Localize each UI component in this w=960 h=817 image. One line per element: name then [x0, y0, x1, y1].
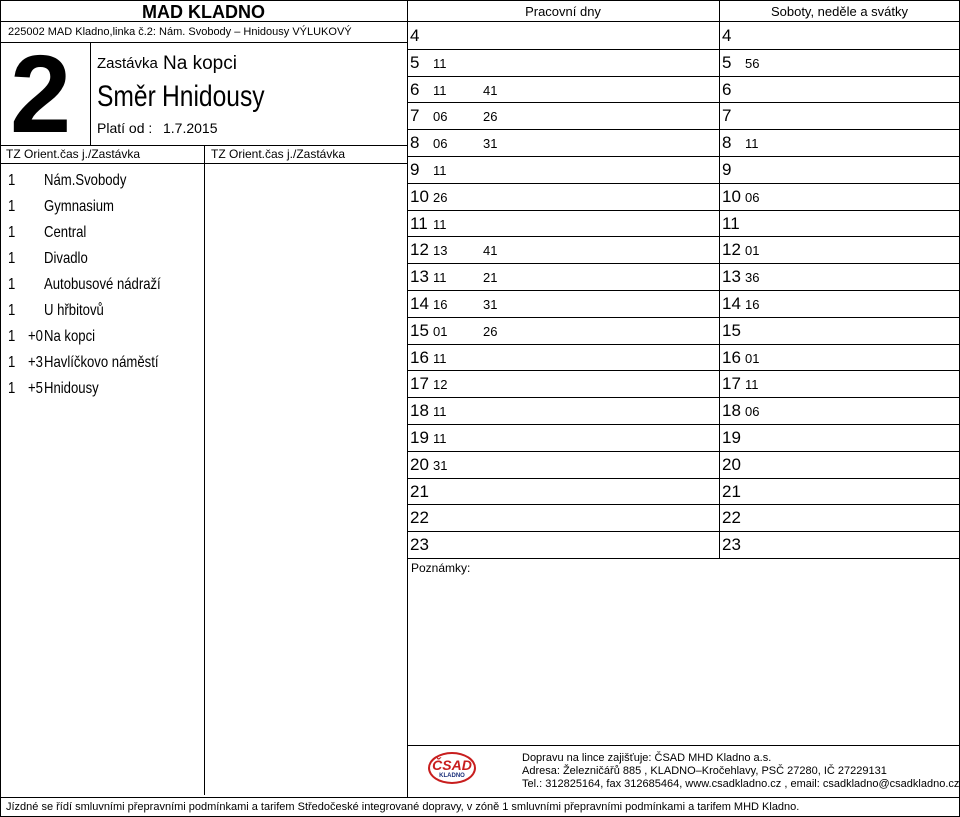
- weekday-departure-minute: 21: [483, 270, 498, 286]
- weekday-hour: 21: [410, 481, 429, 501]
- notes-label: Poznámky:: [411, 561, 471, 575]
- direction-name: Hnidousy: [162, 80, 265, 113]
- weekend-hour: 10: [722, 186, 741, 206]
- fare-conditions: Jízdné se řídí smluvními přepravními podmínkami a tarifem Středočeské integrované dopravy, v zóně 1 smluvními přepravními podmínkami a tarifem MHD Kladno.: [6, 801, 800, 813]
- weekend-departure-minute: 36: [745, 270, 760, 286]
- weekday-departure-minute: 13: [433, 243, 448, 259]
- weekday-hour: 20: [410, 454, 429, 474]
- weekday-departure-minute: 11: [433, 350, 447, 366]
- current-stop-name: Na kopci: [44, 328, 96, 345]
- stop-row: [0, 168, 204, 194]
- weekend-departure-minute: 01: [745, 350, 760, 366]
- weekday-departure-minute: 06: [433, 136, 448, 152]
- logo-sub: KLADNO: [439, 773, 465, 779]
- direction-label: Směr: [97, 80, 156, 113]
- weekend-header: [719, 0, 960, 22]
- weekday-departure-minute: 26: [483, 323, 498, 339]
- stop-row: [0, 376, 204, 402]
- weekday-departure-minute: 11: [433, 82, 447, 98]
- weekday-hour: 12: [410, 240, 429, 260]
- weekday-hour: 11: [410, 213, 428, 233]
- weekday-hour: 10: [410, 186, 429, 206]
- stop-name: Nám.Svobody: [44, 172, 127, 189]
- weekday-departure-minute: 06: [433, 109, 448, 125]
- weekday-departure-minute: 11: [433, 55, 447, 71]
- stop-zone: 1: [8, 354, 16, 371]
- stop-row: [0, 350, 204, 376]
- stops-column-header: TZ Orient.čas j./Zastávka: [6, 147, 141, 161]
- weekday-departure-minute: 11: [433, 431, 447, 446]
- weekend-hour: 8: [722, 133, 732, 153]
- weekday-hour: 14: [410, 294, 429, 313]
- weekend-hour: 21: [722, 481, 741, 501]
- weekday-departure-minute: 11: [433, 404, 447, 420]
- weekend-hour: 22: [722, 508, 741, 528]
- weekend-hour: 16: [722, 347, 741, 367]
- weekday-title: Pracovní dny: [525, 4, 601, 19]
- weekend-hour: 4: [722, 26, 732, 45]
- stop-name: Divadlo: [44, 250, 88, 267]
- stop-name: Hnidousy: [44, 380, 99, 397]
- weekend-departure-minute: 01: [745, 243, 760, 259]
- company-header: [0, 0, 407, 22]
- stop-offset: +3: [28, 354, 43, 371]
- weekday-hour: 17: [410, 374, 429, 394]
- weekday-hour: 9: [410, 160, 420, 179]
- operator-text: Dopravu na lince zajišťuje: ČSAD MHD Kladno a.s.: [522, 752, 772, 764]
- weekday-hour: 8: [410, 133, 420, 153]
- weekend-hour: 5: [722, 52, 732, 72]
- stop-offset: +5: [28, 380, 43, 397]
- weekend-departure-minute: 16: [745, 297, 760, 312]
- stop-zone: 1: [8, 224, 16, 241]
- route-number: 2: [10, 33, 68, 156]
- valid-label: Platí od :: [97, 120, 153, 136]
- weekend-hour: 15: [722, 320, 741, 340]
- weekend-departure-minute: 56: [745, 55, 760, 71]
- stop-zone: 1: [8, 198, 16, 215]
- weekend-departure-minute: 11: [745, 377, 759, 393]
- stop-label: Zastávka: [97, 55, 158, 72]
- weekday-hour: 19: [410, 428, 429, 447]
- stop-zone: 1: [8, 276, 16, 293]
- weekday-header: [407, 0, 719, 22]
- weekend-title: Soboty, neděle a svátky: [770, 4, 909, 19]
- line-info: 225002 MAD Kladno,linka č.2: Nám. Svobody – Hnidousy VÝLUKOVÝ: [8, 26, 352, 38]
- stop-zone: 1: [8, 250, 16, 267]
- weekday-hour: 6: [410, 79, 420, 99]
- csad-logo: [428, 752, 476, 784]
- weekday-hour: 18: [410, 401, 429, 421]
- weekday-hour: 23: [410, 535, 429, 555]
- stop-name: Autobusové nádraží: [44, 276, 161, 293]
- weekday-departure-minute: 16: [433, 297, 448, 312]
- weekend-hour: 9: [722, 160, 732, 179]
- stop-row: [0, 246, 204, 272]
- weekday-departure-minute: 11: [433, 163, 447, 178]
- weekend-hour: 18: [722, 401, 741, 421]
- weekday-departure-minute: 11: [433, 270, 447, 286]
- company-name: MAD KLADNO: [142, 2, 265, 22]
- weekday-hour: 22: [410, 508, 429, 528]
- weekend-hour: 7: [722, 106, 732, 126]
- weekday-hour: 13: [410, 267, 429, 287]
- stop-offset: +0: [28, 328, 43, 345]
- stop-zone: 1: [8, 172, 16, 189]
- weekend-hour: 20: [722, 454, 741, 474]
- weekend-hour: 19: [722, 428, 741, 447]
- stop-row: [0, 272, 204, 298]
- stop-zone: 1: [8, 328, 16, 345]
- logo-text: ČSAD: [432, 757, 472, 773]
- weekday-departure-minute: 41: [483, 243, 498, 259]
- weekend-hour: 6: [722, 79, 732, 99]
- weekday-departure-minute: 11: [433, 216, 447, 232]
- weekday-departure-minute: 31: [433, 457, 448, 473]
- weekday-hour: 15: [410, 320, 429, 340]
- weekday-hour: 5: [410, 52, 420, 72]
- weekend-departure-minute: 06: [745, 404, 760, 420]
- weekend-hour: 13: [722, 267, 741, 287]
- weekday-departure-minute: 31: [483, 297, 498, 312]
- weekday-departure-minute: 26: [433, 189, 448, 205]
- weekday-hour: 4: [410, 26, 420, 45]
- stop-name: Havlíčkovo náměstí: [44, 354, 159, 371]
- weekend-hour: 14: [722, 294, 741, 313]
- stop-zone: 1: [8, 380, 16, 397]
- stop-row: [0, 324, 204, 350]
- address-text: Adresa: Železničářů 885 , KLADNO–Kročehlavy, PSČ 27280, IČ 27229131: [522, 765, 887, 777]
- stop-row: [0, 194, 204, 220]
- stop-row: [0, 220, 204, 246]
- contact-text: Tel.: 312825164, fax 312685464, www.csadkladno.cz , email: csadkladno@csadkladno.cz: [522, 778, 960, 790]
- weekday-departure-minute: 31: [483, 136, 498, 152]
- weekend-hour: 12: [722, 240, 741, 260]
- stops-column-header-2: TZ Orient.čas j./Zastávka: [211, 147, 346, 161]
- weekend-departure-minute: 11: [745, 136, 759, 152]
- weekday-departure-minute: 26: [483, 109, 498, 125]
- stop-name: Central: [44, 224, 87, 241]
- weekday-departure-minute: 41: [483, 82, 498, 98]
- weekday-hour: 7: [410, 106, 420, 126]
- departure-grid: [407, 22, 960, 558]
- stop-name: Gymnasium: [44, 198, 114, 215]
- weekend-hour: 17: [722, 374, 741, 394]
- valid-date: 1.7.2015: [163, 120, 218, 136]
- stop-list: [0, 168, 204, 428]
- weekend-departure-minute: 06: [745, 189, 760, 205]
- weekday-departure-minute: 12: [433, 377, 448, 393]
- stop-row: [0, 298, 204, 324]
- weekday-hour: 16: [410, 347, 429, 367]
- weekend-hour: 23: [722, 535, 741, 555]
- weekday-departure-minute: 01: [433, 323, 448, 339]
- stop-name: U hřbitovů: [44, 302, 104, 319]
- weekend-hour: 11: [722, 213, 740, 233]
- stop-zone: 1: [8, 302, 16, 319]
- stop-name: Na kopci: [163, 53, 237, 74]
